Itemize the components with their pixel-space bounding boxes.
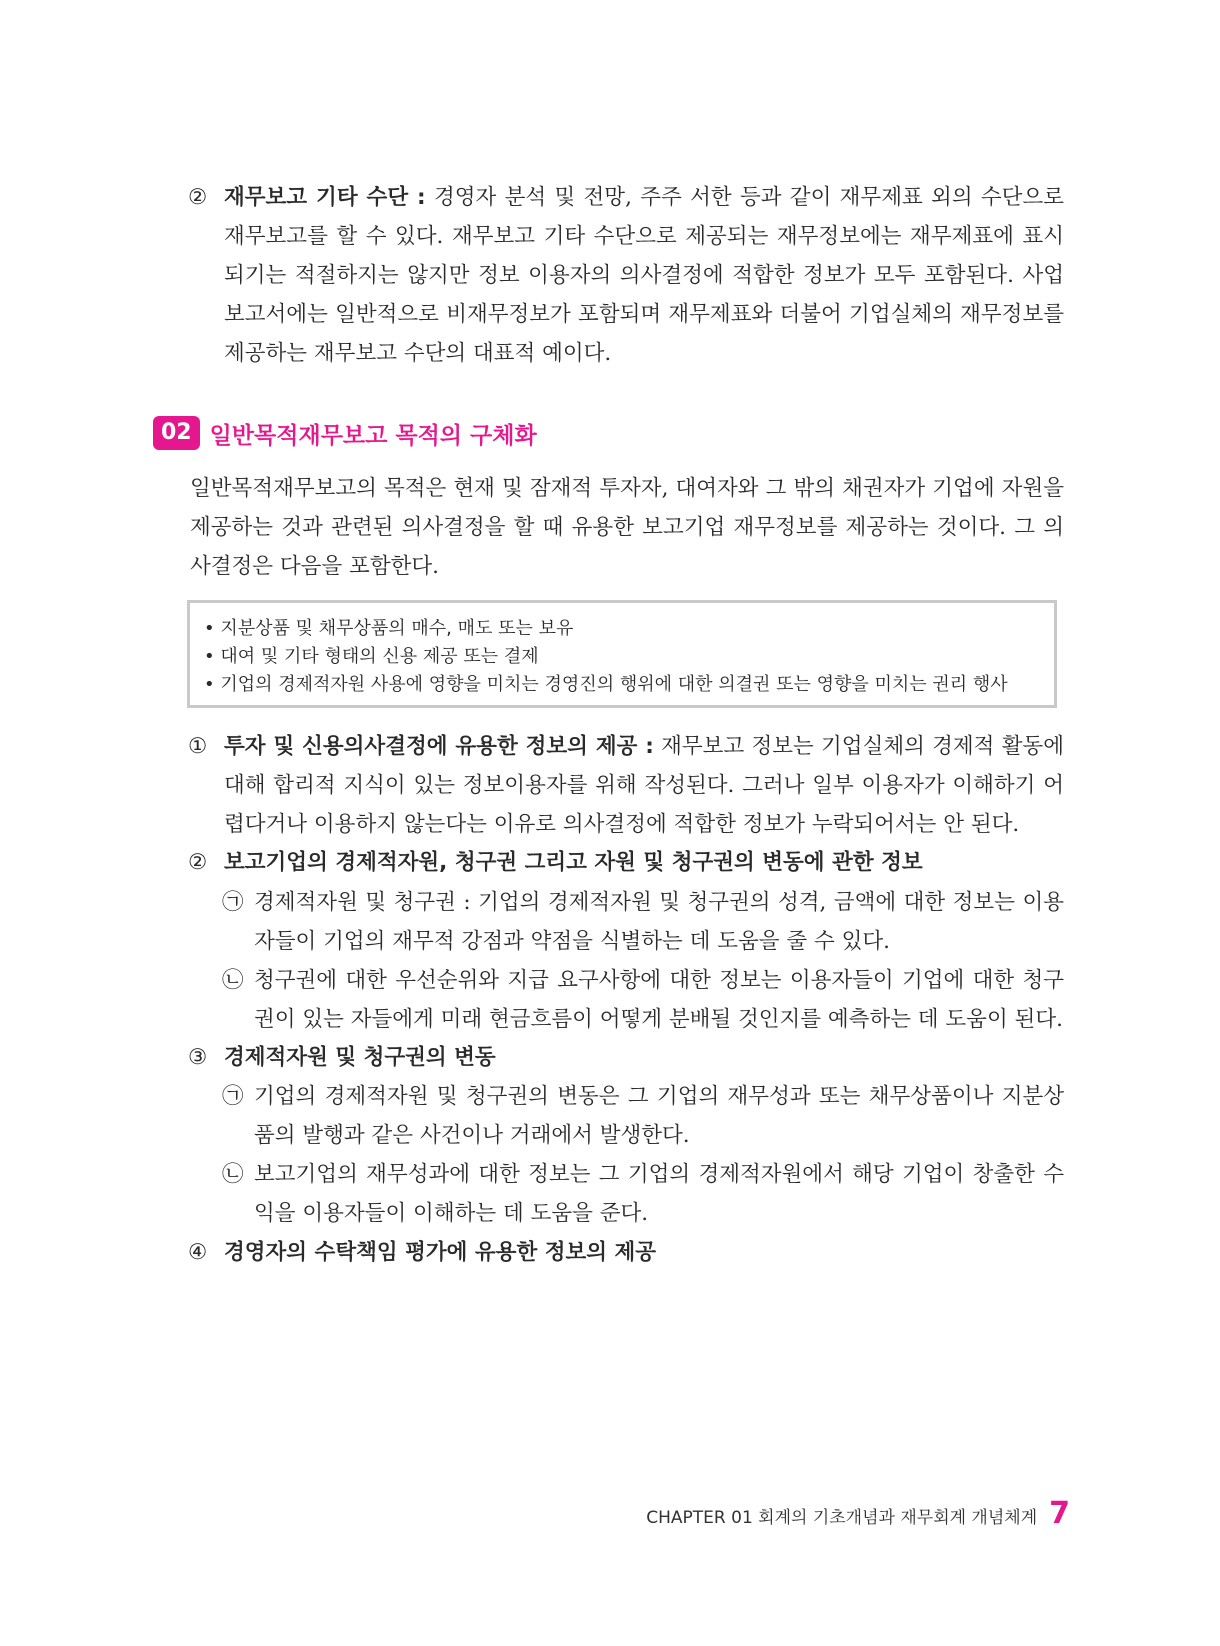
list-item-financial-reporting-other-means xyxy=(188,178,1064,373)
sub-item xyxy=(222,961,1064,1039)
item-number: ① xyxy=(188,734,208,759)
list-item-changes xyxy=(188,1038,1064,1077)
item-number: ③ xyxy=(188,1045,208,1070)
box-list-item: • 지분상품 및 채무상품의 매수, 매도 또는 보유 xyxy=(204,615,1040,643)
item-lead: 보고기업의 경제적자원, 청구권 그리고 자원 및 청구권의 변동에 관한 정보 xyxy=(224,850,923,875)
item-lead: 경제적자원 및 청구권의 변동 xyxy=(224,1045,496,1070)
chapter-title: CHAPTER 01 회계의 기초개념과 재무회계 개념체계 xyxy=(646,1508,1038,1528)
section-title: 일반목적재무보고 목적의 구체화 xyxy=(209,422,537,449)
sub-item-number: ㉠ xyxy=(222,1084,244,1109)
sub-item-text: 기업의 경제적자원 및 청구권의 변동은 그 기업의 재무성과 또는 채무상품이나 지분상품의 발행과 같은 사건이나 거래에서 발생한다. xyxy=(254,1084,1064,1148)
section-number-badge: 02 xyxy=(153,416,200,450)
item-lead: 경영자의 수탁책임 평가에 유용한 정보의 제공 xyxy=(224,1240,657,1265)
sub-item xyxy=(222,1155,1064,1233)
page-footer xyxy=(646,1496,1070,1531)
sub-item-number: ㉡ xyxy=(222,1162,244,1187)
item-number: ② xyxy=(188,185,208,210)
list-item-stewardship xyxy=(188,1233,1064,1272)
sub-item xyxy=(222,1077,1064,1155)
box-list-item: • 대여 및 기타 형태의 신용 제공 또는 결제 xyxy=(204,643,1040,671)
sub-item-text: 보고기업의 재무성과에 대한 정보는 그 기업의 경제적자원에서 해당 기업이 창출한 수익을 이용자들이 이해하는 데 도움을 준다. xyxy=(254,1162,1064,1226)
list-item-useful-info xyxy=(188,727,1064,844)
item-number: ② xyxy=(188,850,208,875)
item-lead: 재무보고 기타 수단 : xyxy=(224,185,426,210)
decision-list-box xyxy=(187,600,1057,708)
list-item-economic-resources xyxy=(188,843,1064,882)
intro-paragraph: 일반목적재무보고의 목적은 현재 및 잠재적 투자자, 대여자와 그 밖의 채권자가 기업에 자원을 제공하는 것과 관련된 의사결정을 할 때 유용한 보고기업 재무정보를 제공하는 것이다. 그 의사결정은 다음을 포함한다. xyxy=(190,476,1064,579)
item-number: ④ xyxy=(188,1240,208,1265)
box-list-item: • 기업의 경제적자원 사용에 영향을 미치는 경영진의 행위에 대한 의결권 또는 영향을 미치는 권리 행사 xyxy=(204,671,1040,699)
sub-item-text: 경제적자원 및 청구권 : 기업의 경제적자원 및 청구권의 성격, 금액에 대한 정보는 이용자들이 기업의 재무적 강점과 약점을 식별하는 데 도움을 줄 수 있다. xyxy=(254,890,1064,954)
item-body xyxy=(224,178,1064,373)
sub-item-number: ㉡ xyxy=(222,968,244,993)
sub-item-number: ㉠ xyxy=(222,890,244,915)
item-body xyxy=(224,727,1064,844)
section-heading xyxy=(153,415,537,451)
item-lead: 투자 및 신용의사결정에 유용한 정보의 제공 : xyxy=(224,734,654,759)
item-text: 경영자 분석 및 전망, 주주 서한 등과 같이 재무제표 외의 수단으로 재무보고를 할 수 있다. 재무보고 기타 수단으로 제공되는 재무정보에는 재무제표에 표시되기는 적절하지는 않지만 정보 이용자의 의사결정에 적합한 정보가 모두 포함된다. 사업보고서에는 일반적으로 비재무정보가 포함되며 재무제표와 더불어 기업실체의 재무정보를 제공하는 재무보고 수단의 대표적 예이다. xyxy=(224,185,1064,366)
sub-item xyxy=(222,883,1064,961)
page-number: 7 xyxy=(1049,1496,1070,1531)
item-text: 재무보고 정보는 기업실체의 경제적 활동에 대해 합리적 지식이 있는 정보이용자를 위해 작성된다. 그러나 일부 이용자가 이해하기 어렵다거나 이용하지 않는다는 이유로 의사결정에 적합한 정보가 누락되어서는 안 된다. xyxy=(224,734,1065,837)
sub-item-text: 청구권에 대한 우선순위와 지급 요구사항에 대한 정보는 이용자들이 기업에 대한 청구권이 있는 자들에게 미래 현금흐름이 어떻게 분배될 것인지를 예측하는 데 도움이 된다. xyxy=(254,968,1064,1032)
